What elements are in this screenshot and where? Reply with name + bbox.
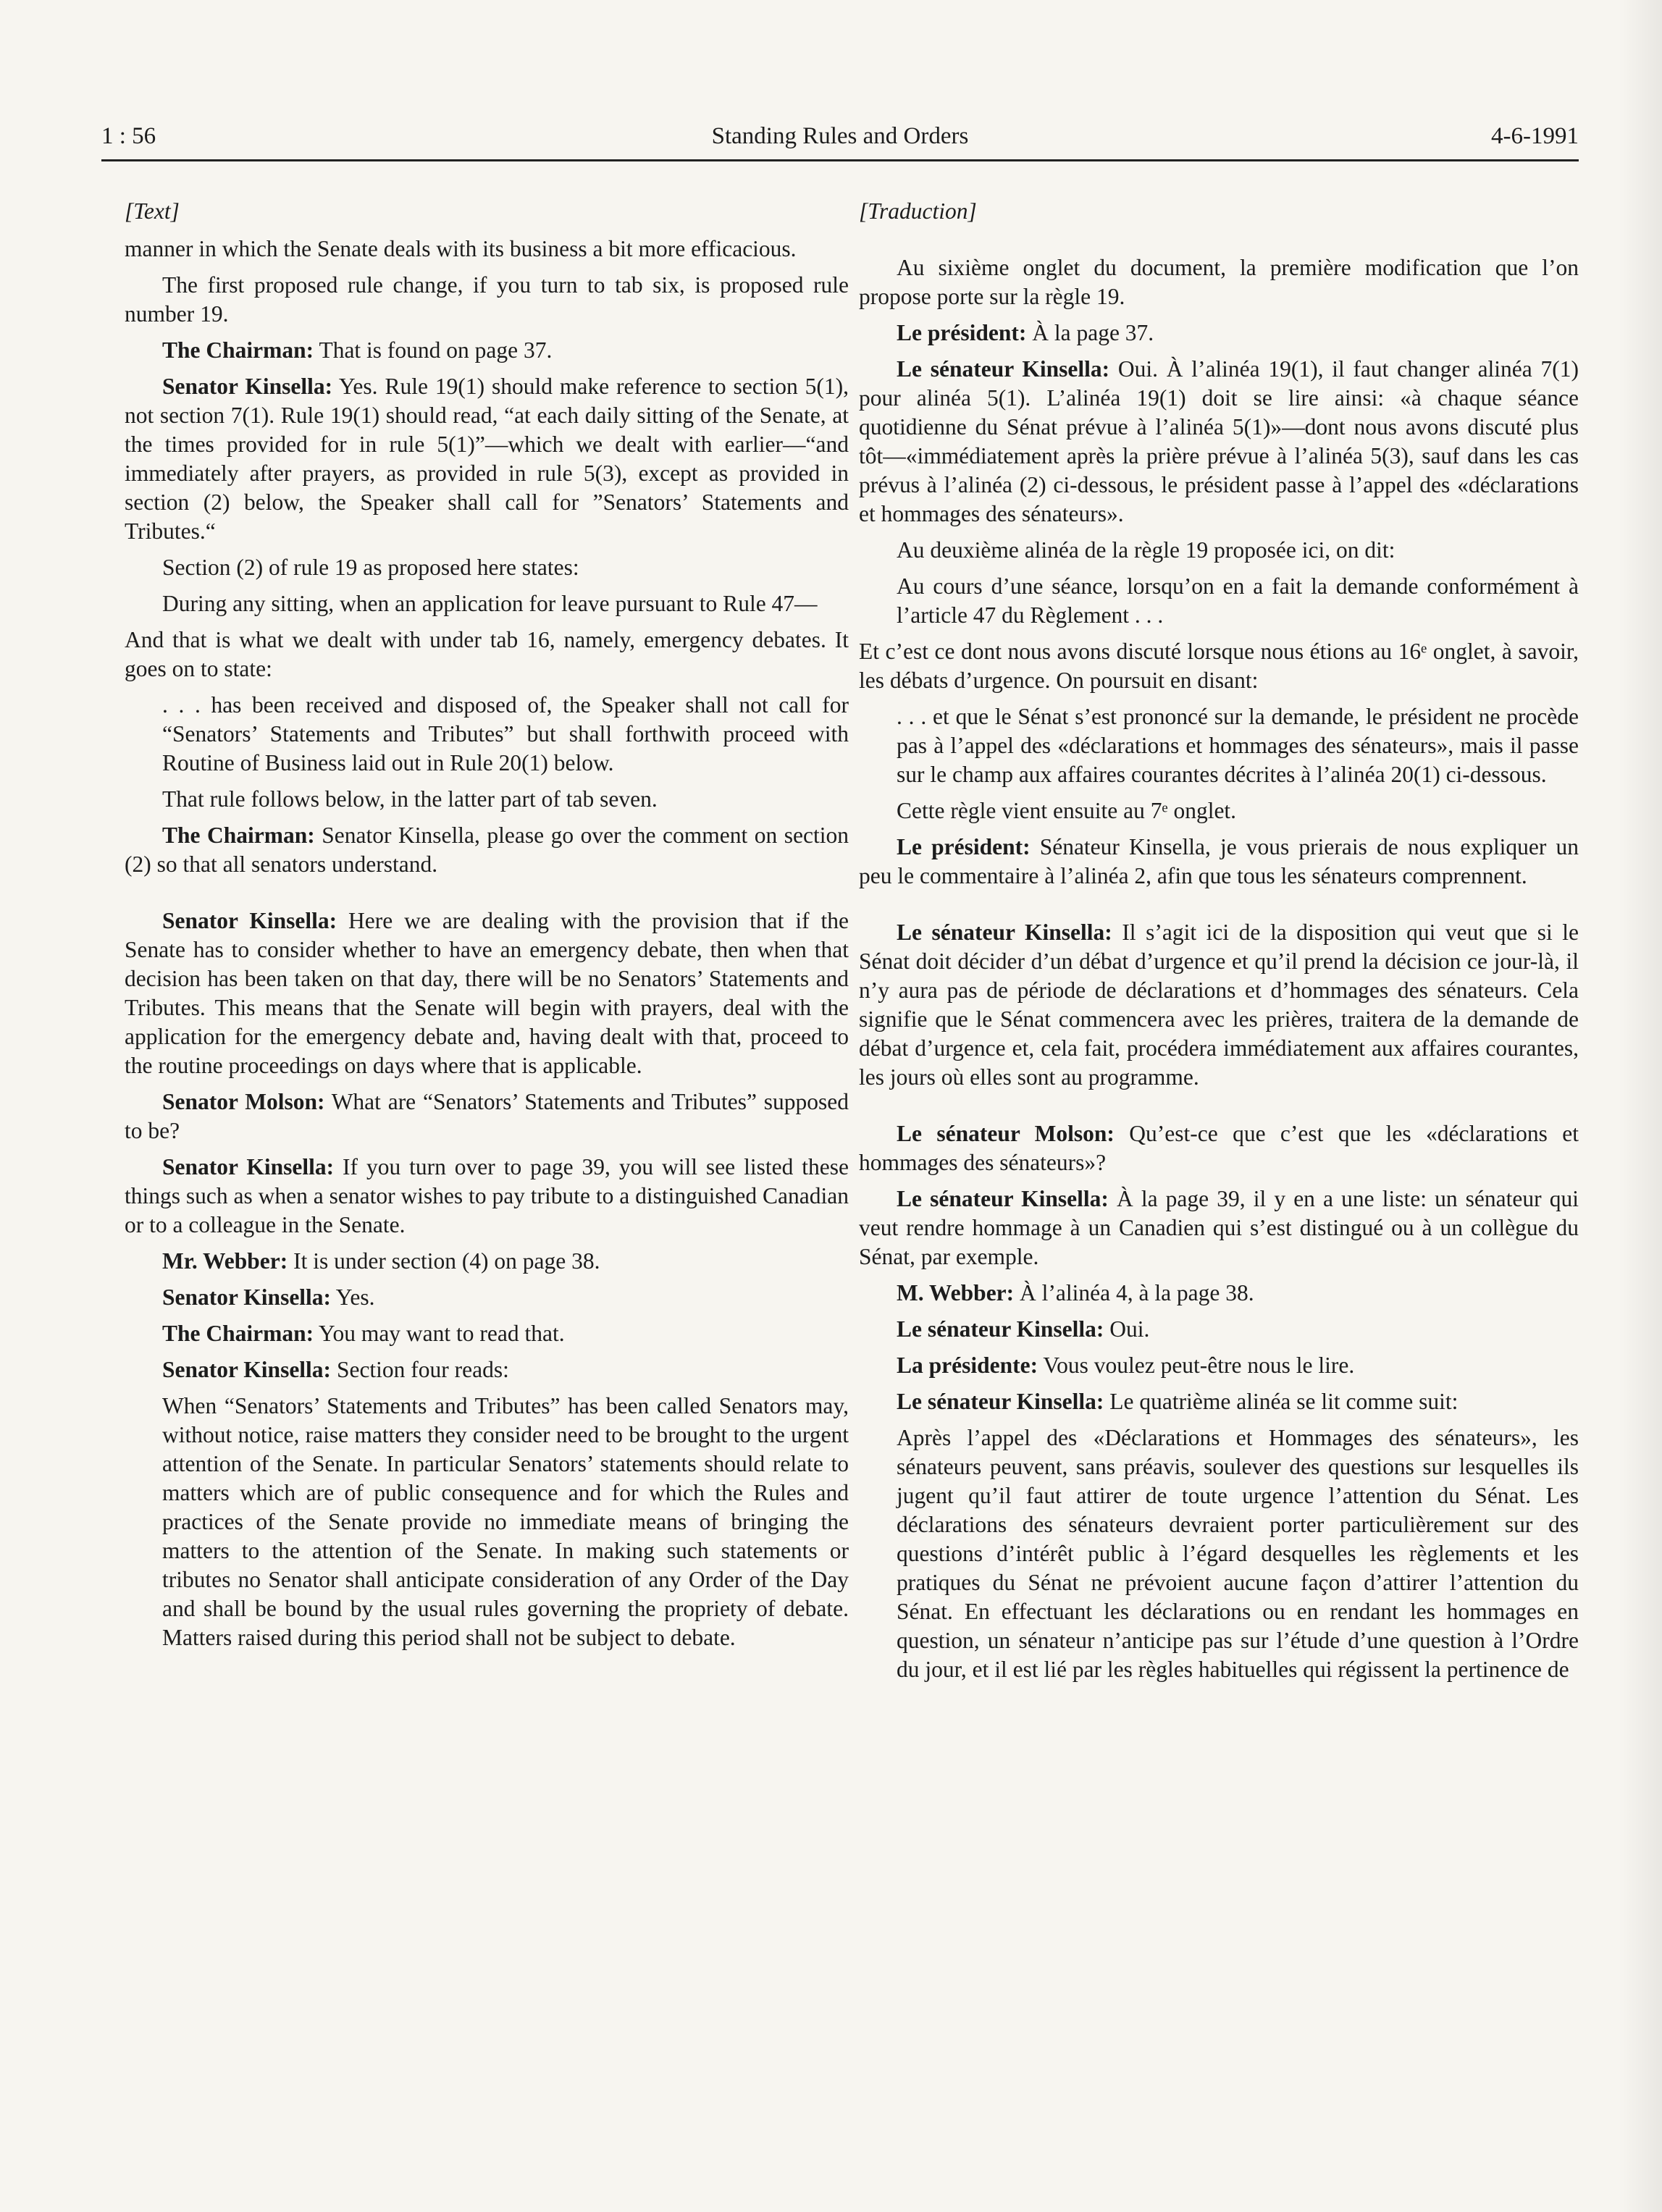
- paragraph: And that is what we dealt with under tab 16, namely, emergency debates. It goes on to state:: [125, 627, 849, 681]
- paragraph: [125, 1247, 849, 1276]
- speech-text: Il s’agit ici de la disposition qui veut que si le Sénat doit décider d’un débat d’urgence et qu’il prend la décision ce jour-là, il n’y aura pas de période de déclarations et d’hommages des sénateurs. Cela signifie que le Sénat commencera avec les prières, traitera de la demande de débat d’urgence et, cela fait, procédera immédiatement aux affaires courantes, les jours où elles sont au programme.: [859, 920, 1579, 1090]
- paragraph: [125, 907, 849, 1080]
- speaker-name: Le président:: [897, 834, 1031, 859]
- speech-text: Here we are dealing with the provision that if the Senate has to consider whether to have an emergency debate, then when that decision has been taken on that day, there will be no Senators’ Statements and Tributes. This means that the Senate will begin with prayers, deal with the application for the emergency debate and, having dealt with that, proceed to the routine proceedings on days where that is applicable.: [125, 908, 849, 1078]
- paragraph: [859, 1119, 1579, 1177]
- column-tag: [Traduction]: [859, 198, 977, 224]
- french-column: [859, 197, 1579, 1691]
- speech-text: Sénateur Kinsella, je vous prierais de nous expliquer un peu le commentaire à l’alinéa 2, afin que tous les sénateurs comprennent.: [859, 834, 1579, 888]
- speech-text: Vous voulez peut-être nous le lire.: [1038, 1353, 1355, 1378]
- speaker-name: The Chairman:: [162, 823, 315, 848]
- paragraph: [125, 336, 849, 365]
- page-number: 1 : 56: [101, 123, 156, 149]
- speech-text: If you turn over to page 39, you will see listed these things such as when a senator wishes to pay tribute to a distinguished Canadian or to a colleague in the Senate.: [125, 1154, 849, 1237]
- header-date: 4-6-1991: [1491, 123, 1579, 149]
- paragraph: manner in which the Senate deals with its business a bit more efficacious.: [125, 236, 797, 261]
- speech-text: Le quatrième alinéa se lit comme suit:: [1104, 1389, 1459, 1414]
- paragraph: [125, 372, 849, 546]
- speech-text: It is under section (4) on page 38.: [288, 1248, 600, 1274]
- english-column: [125, 197, 849, 1660]
- speaker-name: Senator Molson:: [162, 1089, 325, 1114]
- paragraph: [125, 821, 849, 879]
- speech-text: Senator Kinsella, please go over the comment on section (2) so that all senators understand.: [125, 823, 849, 877]
- speech-text: Yes.: [331, 1284, 375, 1310]
- speaker-name: Le sénateur Kinsella:: [897, 920, 1112, 945]
- column-tag: [Text]: [125, 198, 180, 224]
- paragraph: [859, 319, 1579, 348]
- page-edge-shadow: [1619, 0, 1662, 2212]
- paragraph: Au deuxième alinéa de la règle 19 proposée ici, on dit:: [897, 537, 1396, 563]
- speech-text: Yes. Rule 19(1) should make reference to section 5(1), not section 7(1). Rule 19(1) should read, “at each daily sitting of the Senate, at the times provided for in rule 5(1)”—which we dealt with earlier—“and immediately after prayers, as provided in rule 5(3), except as provided in section (2) below, the Speaker shall call for ”Senators’ Statements and Tributes.“: [125, 374, 849, 544]
- speech-text: That is found on page 37.: [314, 337, 553, 363]
- block-quote: When “Senators’ Statements and Tributes” has been called Senators may, without notice, raise matters they consider need to be brought to the urgent attention of the Senate. In particular Senators’ statements should relate to matters which are of public consequence and for which the Rules and practices of the Senate provide no immediate means of bringing the matters to the attention of the Senate. In making such statements or tributes no Senator shall anticipate consideration of any Order of the Day and shall be bound by the usual rules governing the propriety of debate. Matters raised during this period shall not be subject to debate.: [162, 1393, 849, 1650]
- running-header: [101, 120, 1579, 161]
- paragraph: [125, 1355, 849, 1384]
- paragraph: [859, 1185, 1579, 1271]
- speaker-name: Senator Kinsella:: [162, 908, 337, 933]
- paragraph: [859, 1387, 1579, 1416]
- block-quote: Après l’appel des «Déclarations et Hommages des sénateurs», les sénateurs peuvent, sans préavis, soulever des questions sur lesquelles ils jugent qu’il faut attirer de toute urgence l’attention du Sénat. Les déclarations des sénateurs devraient porter particulièrement sur des questions d’intérêt public à l’égard desquelles les règlements et les pratiques du Sénat ne prévoient aucune façon d’attirer l’attention du Sénat. En effectuant les déclarations ou en rendant les hommages en question, un sénateur n’anticipe pas sur l’étude d’une question à l’Ordre du jour, et il est lié par les règles habituelles qui régissent la pertinence de: [897, 1425, 1579, 1682]
- speaker-name: Le sénateur Kinsella:: [897, 1389, 1104, 1414]
- paragraph: [125, 1319, 849, 1348]
- speech-text: À la page 37.: [1026, 320, 1154, 345]
- speech-text: Section four reads:: [331, 1357, 509, 1382]
- paragraph: [859, 1315, 1579, 1344]
- speech-text: À l’alinéa 4, à la page 38.: [1014, 1280, 1254, 1305]
- paragraph: [859, 833, 1579, 891]
- paragraph: Au sixième onglet du document, la première modification que l’on propose porte sur la règle 19.: [859, 255, 1579, 309]
- block-quote: . . . has been received and disposed of, the Speaker shall not call for “Senators’ Statements and Tributes” but shall forthwith proceed with Routine of Business laid out in Rule 20(1) below.: [162, 692, 849, 775]
- speaker-name: Senator Kinsella:: [162, 374, 333, 399]
- speaker-name: Senator Kinsella:: [162, 1357, 332, 1382]
- speaker-name: The Chairman:: [162, 1321, 314, 1346]
- speaker-name: M. Webber:: [897, 1280, 1015, 1305]
- paragraph: [859, 918, 1579, 1092]
- paragraph: [125, 1088, 849, 1145]
- paragraph: Cette règle vient ensuite au 7ᵉ onglet.: [897, 798, 1237, 823]
- paragraph: That rule follows below, in the latter part of tab seven.: [162, 786, 658, 812]
- speech-text: Qu’est-ce que c’est que les «déclarations et hommages des sénateurs»?: [859, 1121, 1579, 1175]
- paragraph: [859, 355, 1579, 529]
- speech-text: Oui.: [1104, 1316, 1150, 1342]
- speaker-name: Le sénateur Kinsella:: [897, 356, 1110, 382]
- block-quote: . . . et que le Sénat s’est prononcé sur la demande, le président ne procède pas à l’appel des «déclarations et hommages des sénateurs», mais il passe sur le champ aux affaires courantes décrites à l’alinéa 20(1) ci-dessous.: [897, 704, 1579, 787]
- block-quote: During any sitting, when an application for leave pursuant to Rule 47—: [162, 591, 818, 616]
- paragraph: Et c’est ce dont nous avons discuté lorsque nous étions au 16ᵉ onglet, à savoir, les débats d’urgence. On poursuit en disant:: [859, 639, 1579, 693]
- paragraph: [859, 1279, 1579, 1308]
- paragraph: [125, 1153, 849, 1240]
- speech-text: What are “Senators’ Statements and Tributes” supposed to be?: [125, 1089, 849, 1143]
- paragraph: [125, 1283, 849, 1312]
- paragraph: The first proposed rule change, if you turn to tab six, is proposed rule number 19.: [125, 272, 849, 327]
- paragraph: Section (2) of rule 19 as proposed here states:: [162, 555, 579, 580]
- speech-text: À la page 39, il y en a une liste: un sénateur qui veut rendre hommage à un Canadien qui s’est distingué ou à un collègue du Sénat, par exemple.: [859, 1186, 1579, 1269]
- speaker-name: Senator Kinsella:: [162, 1154, 335, 1179]
- speaker-name: Le président:: [897, 320, 1027, 345]
- speech-text: Oui. À l’alinéa 19(1), il faut changer alinéa 7(1) pour alinéa 5(1). L’alinéa 19(1) doit se lire ainsi: «à chaque séance quotidienne du Sénat prévue à l’alinéa 5(1)»—dont nous avons discuté plus tôt—«immédiatement après la prière prévue à l’alinéa 5(3), sauf dans les cas prévus à l’alinéa (2) ci-dessous, le président passe à l’appel des «déclarations et hommages des sénateurs».: [859, 356, 1579, 526]
- block-quote: Au cours d’une séance, lorsqu’on en a fait la demande conformément à l’article 47 du Règlement . . .: [897, 573, 1579, 628]
- speaker-name: La présidente:: [897, 1353, 1038, 1378]
- speaker-name: Senator Kinsella:: [162, 1284, 332, 1310]
- speaker-name: Mr. Webber:: [162, 1248, 288, 1274]
- speaker-name: Le sénateur Kinsella:: [897, 1186, 1109, 1211]
- speaker-name: Le sénateur Kinsella:: [897, 1316, 1104, 1342]
- paragraph: [859, 1351, 1579, 1380]
- speech-text: You may want to read that.: [314, 1321, 565, 1346]
- speaker-name: The Chairman:: [162, 337, 314, 363]
- speaker-name: Le sénateur Molson:: [897, 1121, 1115, 1146]
- running-title: Standing Rules and Orders: [711, 123, 969, 149]
